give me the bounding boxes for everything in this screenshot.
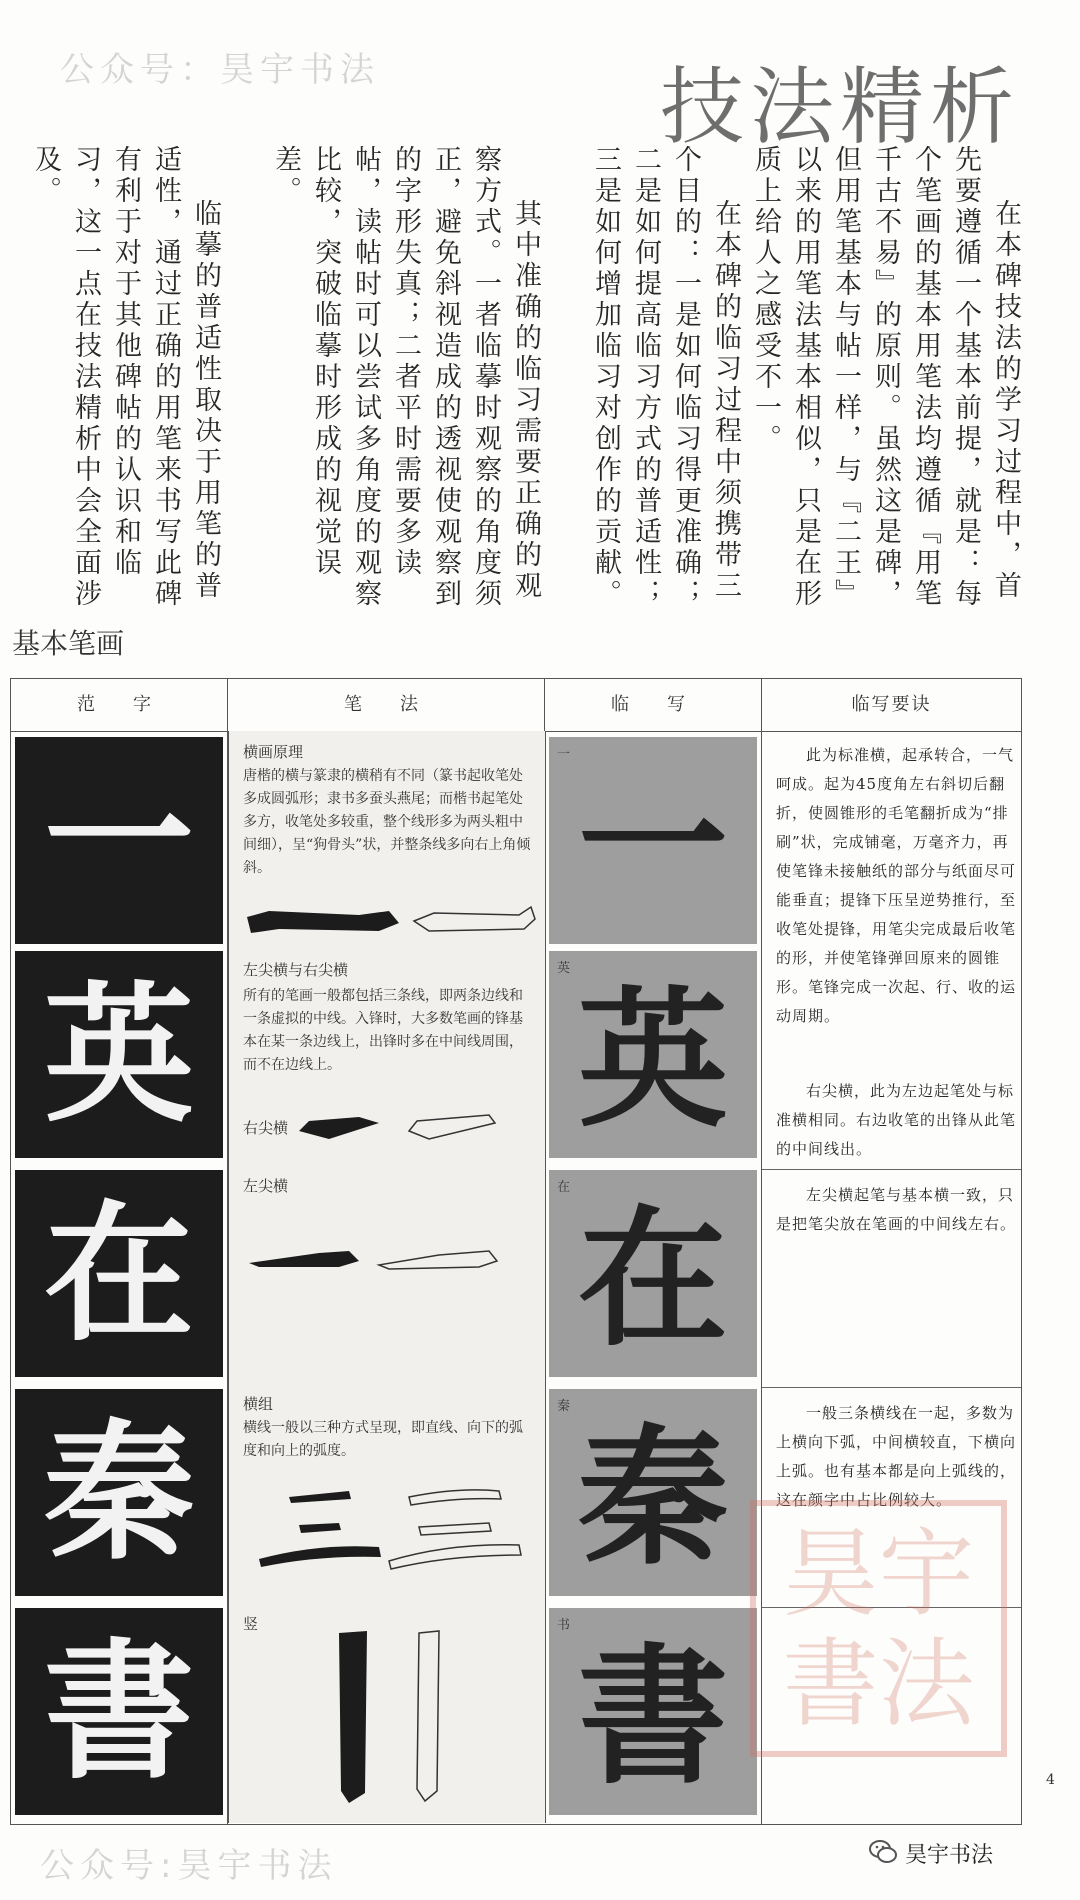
intro-paragraph: 在本碑技法的学习过程中，首先要遵循一个基本前提，就是：每个笔画的基本用笔法均遵循『用笔千古不易』的原则。虽然这是碑，但用笔基本与帖一样，与『二王』以来的用笔法基本相似，只是在形质上给人之感受不一。 bbox=[750, 145, 1021, 610]
copy-label: 书 bbox=[557, 1618, 571, 1633]
tips-divider bbox=[762, 1387, 1021, 1388]
header-watermark: 公众号：昊宇书法 bbox=[60, 50, 380, 90]
copy-char: 在 bbox=[577, 1190, 728, 1367]
copy-label: 英 bbox=[557, 961, 571, 976]
technique-cell-5 bbox=[228, 1603, 546, 1823]
intro-text bbox=[30, 145, 1025, 625]
copy-char: 一 bbox=[577, 757, 728, 934]
right-pointed-stroke-illustration bbox=[289, 1109, 529, 1149]
copy-label: 秦 bbox=[557, 1399, 571, 1414]
intro-paragraph: 在本碑的临习过程中须携带三个目的：一是如何临习得更准确；二是如何提高临习方式的普适性；三是如何增加临习对创作的贡献。 bbox=[590, 145, 741, 610]
technique-title: 横组 bbox=[243, 1395, 274, 1413]
red-seal-stamp: 昊宇書法 bbox=[750, 1500, 1007, 1757]
technique-cell-1 bbox=[228, 731, 546, 949]
technique-text: 唐楷的横与篆隶的横稍有不同（篆书起收笔处多成圆弧形；隶书多蚕头燕尾；而楷书起笔处多方，收笔处多较重，整个线形多为两头粗中间细），呈“狗骨头”状，并整条线多向右上角倾斜。 bbox=[243, 768, 531, 876]
vertical-stroke-illustration bbox=[239, 1623, 539, 1813]
copy-cell-1 bbox=[549, 737, 757, 944]
copy-label: 在 bbox=[557, 1180, 571, 1195]
brand-name: 昊宇书法 bbox=[905, 1843, 994, 1868]
copy-cell-4 bbox=[549, 1389, 757, 1596]
sample-char-3: 在 bbox=[15, 1170, 223, 1377]
technique-cell-4 bbox=[228, 1383, 546, 1603]
header-copy: 临 写 bbox=[545, 679, 762, 732]
technique-text: 所有的笔画一般都包括三条线，即两条边线和一条虚拟的中线。入锋时，大多数笔画的锋基本在某一条边线上，出锋时多在中间线周围，而不在边线上。 bbox=[243, 988, 523, 1073]
page-number: 4 bbox=[1046, 1772, 1055, 1788]
horizontal-stroke-illustration bbox=[239, 901, 539, 949]
technique-subtitle: 右尖横 bbox=[243, 1119, 289, 1137]
tip-left-pointed-horizontal: 左尖横起笔与基本横一致，只是把笔尖放在笔画的中间线左右。 bbox=[776, 1186, 1017, 1233]
copy-label: 一 bbox=[557, 747, 571, 762]
sample-char-5: 書 bbox=[15, 1608, 223, 1815]
intro-paragraph: 其中准确的临习需要正确的观察方式。一者临摹时观察的角度须正，避免斜视造成的透视使观察到的字形失真；二者平时需要多读帖，读帖时可以尝试多角度的观察比较，突破临摹时形成的视觉误差。 bbox=[270, 145, 541, 610]
header-tips: 临写要诀 bbox=[762, 679, 1021, 732]
copy-char: 書 bbox=[577, 1628, 728, 1805]
tips-divider bbox=[762, 1169, 1021, 1170]
copy-char: 秦 bbox=[577, 1409, 728, 1586]
footer-watermark: 公众号:昊宇书法 bbox=[40, 1846, 338, 1886]
copy-cell-3 bbox=[549, 1170, 757, 1377]
sample-char-4: 秦 bbox=[15, 1389, 223, 1596]
tip-right-pointed-horizontal: 右尖横，此为左边起笔处与标准横相同。右边收笔的出锋从此笔的中间线出。 bbox=[776, 1082, 1017, 1158]
technique-cell-3 bbox=[228, 1165, 546, 1383]
intro-paragraph: 临摹的普适性取决于用笔的普适性，通过正确的用笔来书写此碑有利于对于其他碑帖的认识和临习，这一点在技法精析中会全面涉及。 bbox=[30, 145, 221, 610]
tip-standard-horizontal: 此为标准横，起承转合，一气呵成。起为45度角左右斜切后翻折，使圆锥形的毛笔翻折成为“排刷”状，完成铺毫，万毫齐力，再使笔锋未接触纸的部分与纸面尽可能垂直；提锋下压呈逆势推行，至收笔处提锋，用笔尖完成最后收笔的形，并使笔锋弹回原来的圆锥形。笔锋完成一次起、行、收的运动周期。 bbox=[776, 746, 1017, 1025]
copy-char: 英 bbox=[577, 971, 728, 1148]
horizontal-group-illustration bbox=[239, 1473, 539, 1583]
technique-title: 左尖横 bbox=[243, 1177, 289, 1195]
left-pointed-stroke-illustration bbox=[239, 1235, 539, 1285]
copy-cell-5 bbox=[549, 1608, 757, 1815]
sample-char-2: 英 bbox=[15, 951, 223, 1158]
page-title: 技法精析 bbox=[659, 58, 1020, 156]
sample-char-1: 一 bbox=[15, 737, 223, 944]
wechat-icon bbox=[868, 1838, 898, 1866]
technique-title: 左尖横与右尖横 bbox=[243, 961, 349, 979]
technique-title: 横画原理 bbox=[243, 743, 304, 761]
tip-horizontal-group: 一般三条横线在一起，多数为上横向下弧，中间横较直，下横向上弧。也有基本都是向上弧线的，这在颜字中占比例较大。 bbox=[776, 1404, 1017, 1509]
header-sample: 范 字 bbox=[11, 679, 228, 732]
section-title: 基本笔画 bbox=[12, 627, 125, 660]
technique-title: 竖 bbox=[243, 1615, 259, 1633]
copy-cell-2 bbox=[549, 951, 757, 1158]
header-technique: 笔 法 bbox=[228, 679, 545, 732]
technique-cell-2 bbox=[228, 949, 546, 1165]
technique-text: 横线一般以三种方式呈现，即直线、向下的弧度和向上的弧度。 bbox=[243, 1420, 523, 1459]
